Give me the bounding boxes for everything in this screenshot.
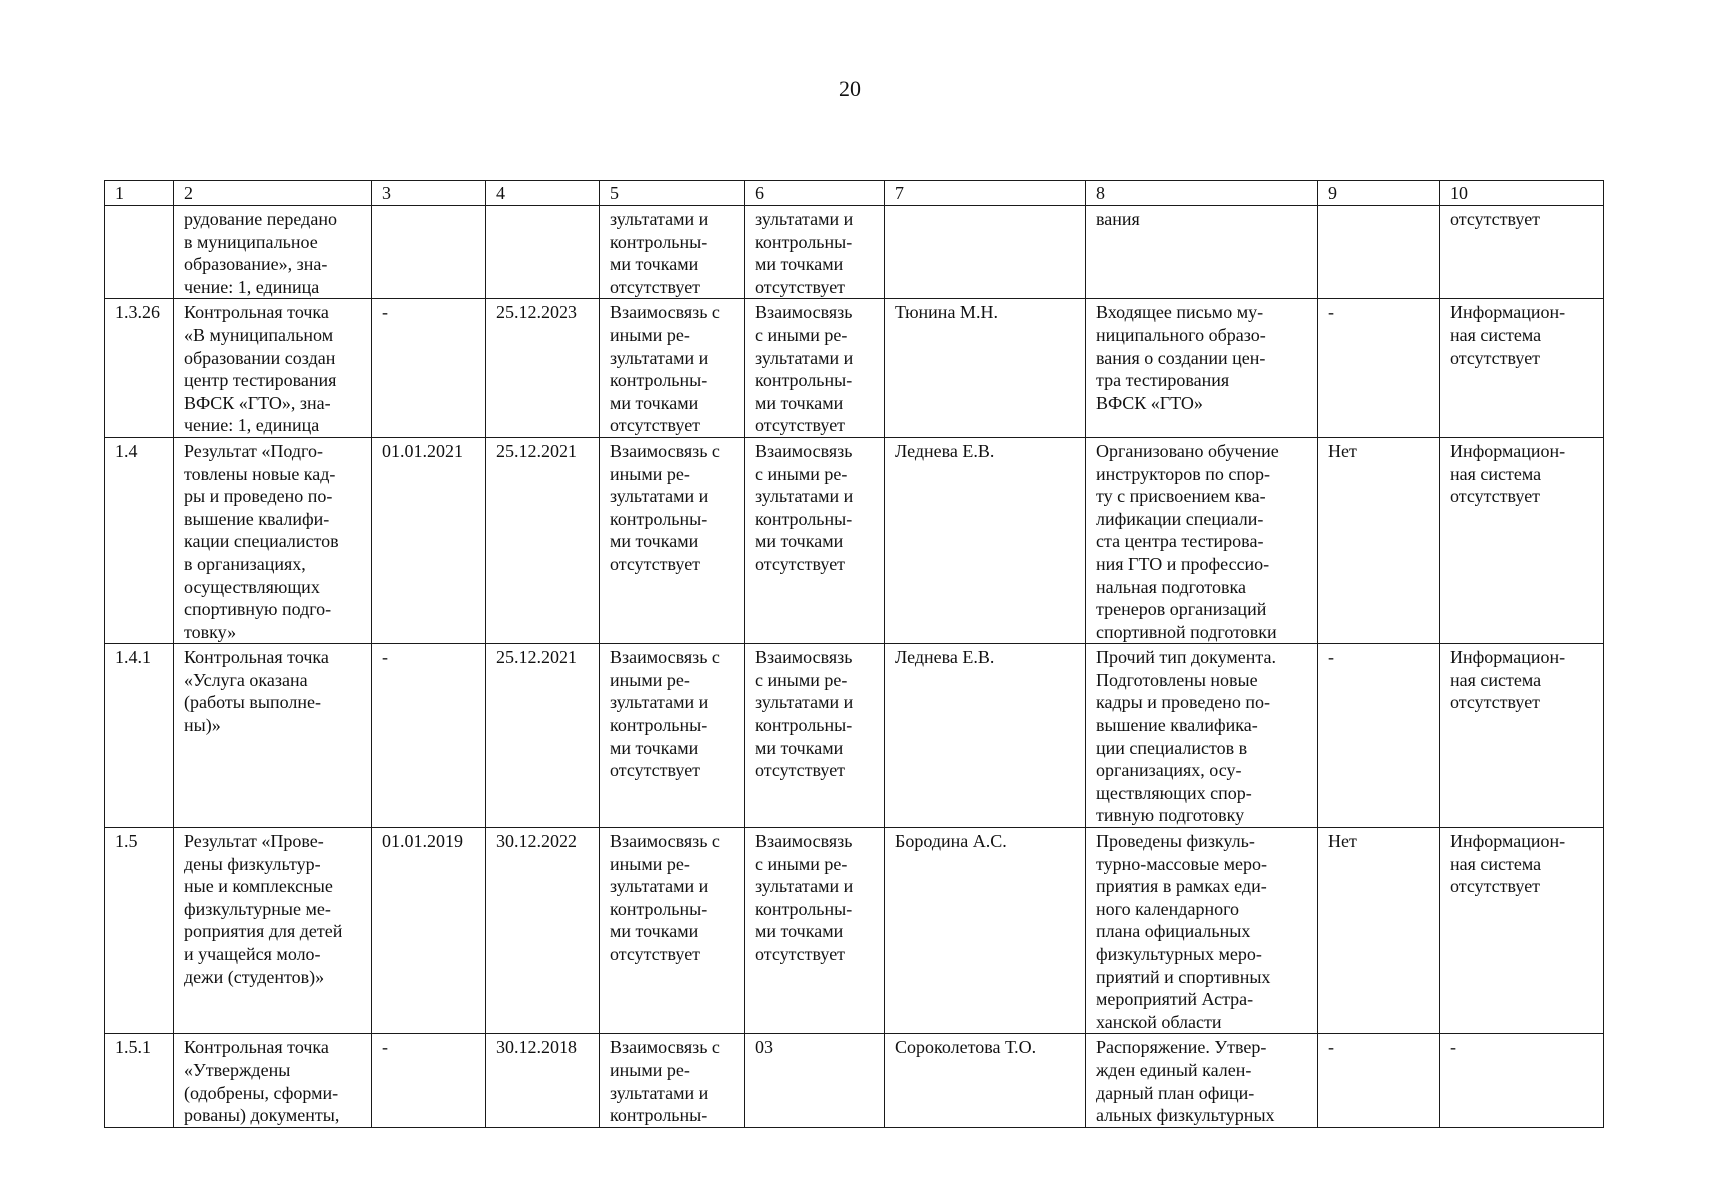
predecessor-link-cell	[600, 828, 745, 1034]
row-number-cell	[105, 206, 174, 299]
result-document-cell-text: Прочий тип документа. Подготовлены новые кадры и проведено по- вышение квалифика- ции специалистов в организациях, осу- ществляющих спор- тивную подготовку	[1096, 647, 1276, 826]
table-row	[105, 206, 1604, 299]
level-cell	[1318, 644, 1440, 828]
column-number-row	[105, 181, 1604, 206]
start-date-cell-text: -	[382, 302, 388, 323]
result-document-cell-text: Входящее письмо му- ниципального образо- вания о создании цен- тра тестирования ВФСК «ГТО»	[1096, 302, 1266, 413]
info-system-cell	[1440, 206, 1604, 299]
info-system-cell-text: Информацион- ная система отсутствует	[1450, 440, 1566, 507]
successor-link-cell-text: 03	[755, 1037, 773, 1058]
table-row	[105, 1034, 1604, 1127]
successor-link-cell-text: зультатами и контрольны- ми точками отсутствует	[755, 209, 854, 297]
info-system-cell-text: Информацион- ная система отсутствует	[1450, 831, 1566, 897]
end-date-cell	[486, 828, 600, 1034]
predecessor-link-cell-text: Взаимосвязь с иными ре- зультатами и контрольны- ми точками отсутствует	[610, 302, 720, 436]
result-document-cell-text: вания	[1096, 209, 1140, 229]
responsible-person-cell-text: Бородина А.С.	[895, 831, 1007, 852]
table-row	[105, 437, 1604, 643]
predecessor-link-cell	[600, 1034, 745, 1127]
item-name-cell-text: Контрольная точка «В муниципальном образовании создан центр тестирования ВФСК «ГТО», зна- чение: 1, единица	[184, 302, 337, 436]
row-number-cell-text: 1.5	[115, 831, 138, 852]
end-date-cell-text: 25.12.2023	[496, 302, 577, 323]
item-name-cell-text: Результат «Прове- дены физкультур- ные и комплексные физкультурные ме- роприятия для детей и учащейся моло- дежи (студентов)»	[184, 831, 343, 987]
column-number: 4	[486, 181, 600, 206]
row-number-cell	[105, 437, 174, 643]
end-date-cell	[486, 437, 600, 643]
result-document-cell	[1086, 437, 1318, 643]
info-system-cell	[1440, 437, 1604, 643]
end-date-cell	[486, 644, 600, 828]
level-cell-text: -	[1328, 1037, 1334, 1058]
end-date-cell	[486, 206, 600, 299]
column-number: 3	[372, 181, 486, 206]
info-system-cell-text: Информацион- ная система отсутствует	[1450, 647, 1566, 713]
info-system-cell	[1440, 828, 1604, 1034]
info-system-cell	[1440, 299, 1604, 438]
successor-link-cell	[745, 644, 885, 828]
start-date-cell	[372, 644, 486, 828]
item-name-cell-text: Контрольная точка «Утверждены (одобрены, сформи- рованы) документы,	[184, 1037, 340, 1126]
predecessor-link-cell-text: Взаимосвязь с иными ре- зультатами и контрольны- ми точками отсутствует	[610, 647, 720, 781]
item-name-cell	[174, 299, 372, 438]
predecessor-link-cell	[600, 644, 745, 828]
start-date-cell	[372, 1034, 486, 1127]
table-row	[105, 299, 1604, 438]
info-system-cell-text: -	[1450, 1037, 1456, 1058]
end-date-cell-text: 30.12.2022	[496, 831, 577, 852]
successor-link-cell	[745, 299, 885, 438]
item-name-cell	[174, 206, 372, 299]
column-number: 6	[745, 181, 885, 206]
start-date-cell-text: -	[382, 1037, 388, 1058]
row-number-cell-text: 1.4	[115, 440, 138, 461]
start-date-cell	[372, 299, 486, 438]
plan-table	[104, 180, 1604, 1128]
end-date-cell-text: 25.12.2021	[496, 440, 577, 461]
info-system-cell-text: Информацион- ная система отсутствует	[1450, 302, 1566, 368]
predecessor-link-cell-text: зультатами и контрольны- ми точками отсутствует	[610, 209, 709, 297]
predecessor-link-cell	[600, 437, 745, 643]
column-number: 10	[1440, 181, 1604, 206]
column-number: 5	[600, 181, 745, 206]
column-number: 8	[1086, 181, 1318, 206]
level-cell-text: Нет	[1328, 831, 1357, 852]
result-document-cell	[1086, 206, 1318, 299]
info-system-cell-text: отсутствует	[1450, 209, 1541, 229]
responsible-person-cell	[885, 437, 1086, 643]
level-cell	[1318, 1034, 1440, 1127]
item-name-cell	[174, 437, 372, 643]
item-name-cell	[174, 828, 372, 1034]
responsible-person-cell-text: Леднева Е.В.	[895, 647, 995, 668]
predecessor-link-cell	[600, 299, 745, 438]
responsible-person-cell-text: Леднева Е.В.	[895, 440, 995, 461]
result-document-cell	[1086, 828, 1318, 1034]
level-cell-text: Нет	[1328, 440, 1357, 461]
successor-link-cell	[745, 828, 885, 1034]
item-name-cell-text: Контрольная точка «Услуга оказана (работы выполне- ны)»	[184, 647, 329, 736]
responsible-person-cell-text: Тюнина М.Н.	[895, 302, 998, 323]
end-date-cell	[486, 299, 600, 438]
result-document-cell	[1086, 1034, 1318, 1127]
info-system-cell	[1440, 644, 1604, 828]
start-date-cell	[372, 437, 486, 643]
level-cell	[1318, 437, 1440, 643]
level-cell-text: -	[1328, 647, 1334, 668]
column-number: 1	[105, 181, 174, 206]
result-document-cell	[1086, 299, 1318, 438]
result-document-cell	[1086, 644, 1318, 828]
row-number-cell-text: 1.3.26	[115, 302, 160, 323]
responsible-person-cell	[885, 299, 1086, 438]
table-row	[105, 644, 1604, 828]
successor-link-cell	[745, 206, 885, 299]
successor-link-cell	[745, 437, 885, 643]
column-number: 7	[885, 181, 1086, 206]
table-row	[105, 828, 1604, 1034]
result-document-cell-text: Организовано обучение инструкторов по спор- ту с присвоением ква- лификации специали- ста центра тестирова- ния ГТО и профессио- нальная подготовка тренеров организаций спортивной подготовки	[1096, 440, 1279, 642]
row-number-cell	[105, 299, 174, 438]
page-number: 20	[839, 76, 861, 101]
successor-link-cell-text: Взаимосвязь с иными ре- зультатами и контрольны- ми точками отсутствует	[755, 302, 854, 436]
successor-link-cell-text: Взаимосвязь с иными ре- зультатами и контрольны- ми точками отсутствует	[755, 647, 854, 781]
item-name-cell-text: Результат «Подго- товлены новые кад- ры и проведено по- вышение квалифи- кации специалистов в организациях, осуществляющих спортивную подго- товку»	[184, 440, 339, 642]
start-date-cell-text: 01.01.2021	[382, 440, 463, 461]
responsible-person-cell-text: Сороколетова Т.О.	[895, 1037, 1037, 1058]
responsible-person-cell	[885, 1034, 1086, 1127]
successor-link-cell	[745, 1034, 885, 1127]
predecessor-link-cell-text: Взаимосвязь с иными ре- зультатами и контрольны- ми точками отсутствует	[610, 831, 720, 964]
level-cell-text: -	[1328, 302, 1334, 323]
predecessor-link-cell-text: Взаимосвязь с иными ре- зультатами и контрольны- ми точками отсутствует	[610, 440, 720, 574]
start-date-cell	[372, 828, 486, 1034]
item-name-cell	[174, 1034, 372, 1127]
responsible-person-cell	[885, 644, 1086, 828]
row-number-cell	[105, 828, 174, 1034]
level-cell	[1318, 206, 1440, 299]
row-number-cell	[105, 644, 174, 828]
row-number-cell	[105, 1034, 174, 1127]
start-date-cell-text: 01.01.2019	[382, 831, 463, 852]
end-date-cell-text: 25.12.2021	[496, 647, 577, 668]
successor-link-cell-text: Взаимосвязь с иными ре- зультатами и контрольны- ми точками отсутствует	[755, 440, 854, 574]
level-cell	[1318, 299, 1440, 438]
result-document-cell-text: Проведены физкуль- турно-массовые меро- приятия в рамках еди- ного календарного плана официальных физкультурных меро- приятий и спортивных мероприятий Астра- ханской области	[1096, 831, 1271, 1032]
item-name-cell	[174, 644, 372, 828]
level-cell	[1318, 828, 1440, 1034]
responsible-person-cell	[885, 206, 1086, 299]
row-number-cell-text: 1.4.1	[115, 647, 151, 668]
end-date-cell	[486, 1034, 600, 1127]
column-number: 2	[174, 181, 372, 206]
row-number-cell-text: 1.5.1	[115, 1037, 151, 1058]
start-date-cell-text: -	[382, 647, 388, 668]
responsible-person-cell	[885, 828, 1086, 1034]
item-name-cell-text: рудование передано в муниципальное образование», зна- чение: 1, единица	[184, 209, 337, 297]
start-date-cell	[372, 206, 486, 299]
end-date-cell-text: 30.12.2018	[496, 1037, 577, 1058]
result-document-cell-text: Распоряжение. Утвер- жден единый кален- дарный план офици- альных физкультурных	[1096, 1037, 1275, 1126]
predecessor-link-cell	[600, 206, 745, 299]
predecessor-link-cell-text: Взаимосвязь с иными ре- зультатами и контрольны-	[610, 1037, 720, 1126]
successor-link-cell-text: Взаимосвязь с иными ре- зультатами и контрольны- ми точками отсутствует	[755, 831, 854, 964]
info-system-cell	[1440, 1034, 1604, 1127]
column-number: 9	[1318, 181, 1440, 206]
